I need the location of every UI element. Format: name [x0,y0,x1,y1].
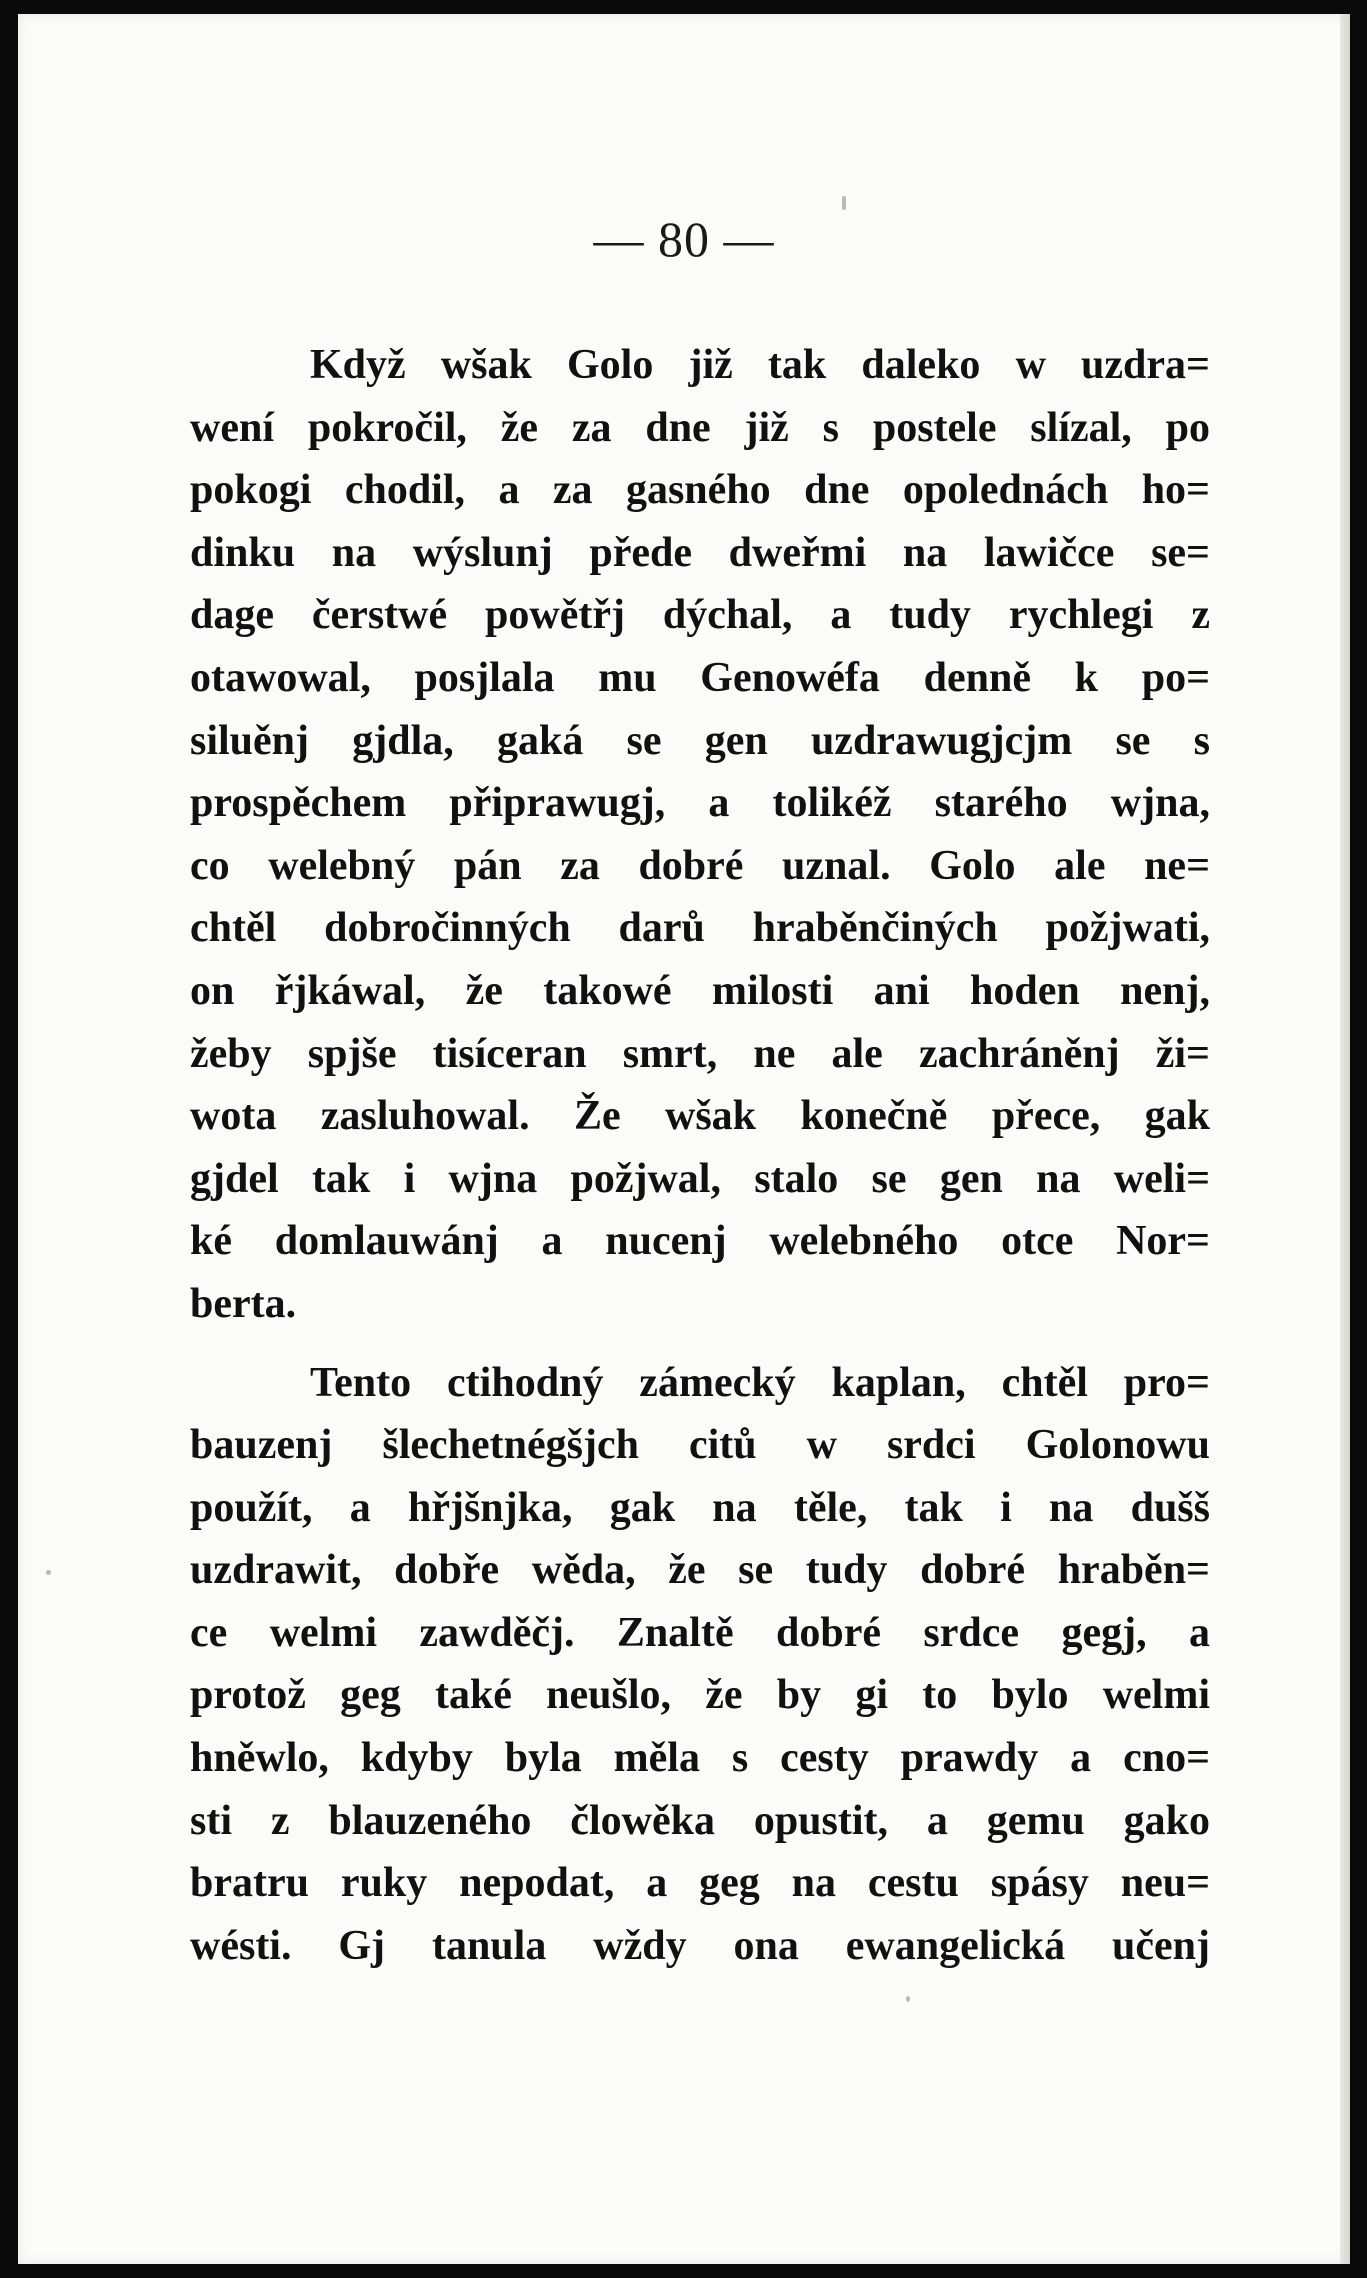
paragraph [190,334,1210,1336]
text-line: on řjkáwal, že takowé milosti ani hoden nenj, [190,967,1210,1014]
body-text [190,334,1210,1977]
text-line: gjdel tak i wjna požjwal, stalo se gen na weli= [190,1155,1210,1202]
text-line: ce welmi zawděčj. Znaltě dobré srdce gegj, a [190,1609,1210,1656]
text-line: co welebný pán za dobré uznal. Golo ale ne= [190,842,1210,889]
text-line: dinku na wýslunj přede dweřmi na lawičce se= [190,529,1210,576]
text-line: protož geg také neušlo, že by gi to bylo welmi [190,1672,1210,1719]
text-line: Tento ctihodný zámecký kaplan, chtěl pro= [310,1359,1210,1406]
text-line: wésti. Gj tanula wždy ona ewangelická učenj [190,1922,1210,1969]
text-line: hněwlo, kdyby byla měla s cesty prawdy a cno= [190,1735,1210,1782]
page-edge [1340,14,1350,2264]
text-line: sti z blauzeného člowěka opustit, a gemu gako [190,1797,1210,1844]
page-number: — 80 — [593,211,775,267]
text-line: bratru ruky nepodat, a geg na cestu spásy neu= [190,1860,1210,1907]
text-line: berta. [190,1280,297,1327]
paragraph [190,1352,1210,1978]
book-page [18,14,1350,2264]
text-line: dage čerstwé powětřj dýchal, a tudy rychlegi z [190,592,1210,639]
text-line: Když wšak Golo již tak daleko w uzdra= [310,342,1210,388]
text-line: wota zasluhowal. Že wšak konečně přece, gak [190,1093,1210,1140]
text-line: použít, a hřjšnjka, gak na těle, tak i na dušš [190,1484,1210,1531]
text-line: chtěl dobročinných darů hraběnčiných požjwati, [190,905,1210,952]
text-line: siluěnj gjdla, gaká se gen uzdrawugjcjm se s [190,717,1210,764]
text-line: otawowal, posjlala mu Genowéfa denně k po= [190,654,1210,701]
text-line: ké domlauwánj a nucenj welebného otce Nor= [190,1218,1210,1265]
paragraph-gap [190,1336,1210,1352]
paper-speck [46,1570,51,1575]
text-line: uzdrawit, dobře wěda, že se tudy dobré hraběn= [190,1547,1210,1594]
text-line: bauzenj šlechetnégšjch citů w srdci Golonowu [190,1422,1210,1469]
paper-speck [906,1996,910,2002]
paper-speck [842,196,846,210]
text-line: žeby spjše tisíceran smrt, ne ale zachráněnj ži= [190,1030,1210,1077]
text-line: pokogi chodil, a za gasného dne opolednách ho= [190,467,1210,514]
text-line: prospěchem připrawugj, a tolikéž starého wjna, [190,780,1210,827]
text-line: wení pokročil, že za dne již s postele slízal, po [190,404,1210,451]
